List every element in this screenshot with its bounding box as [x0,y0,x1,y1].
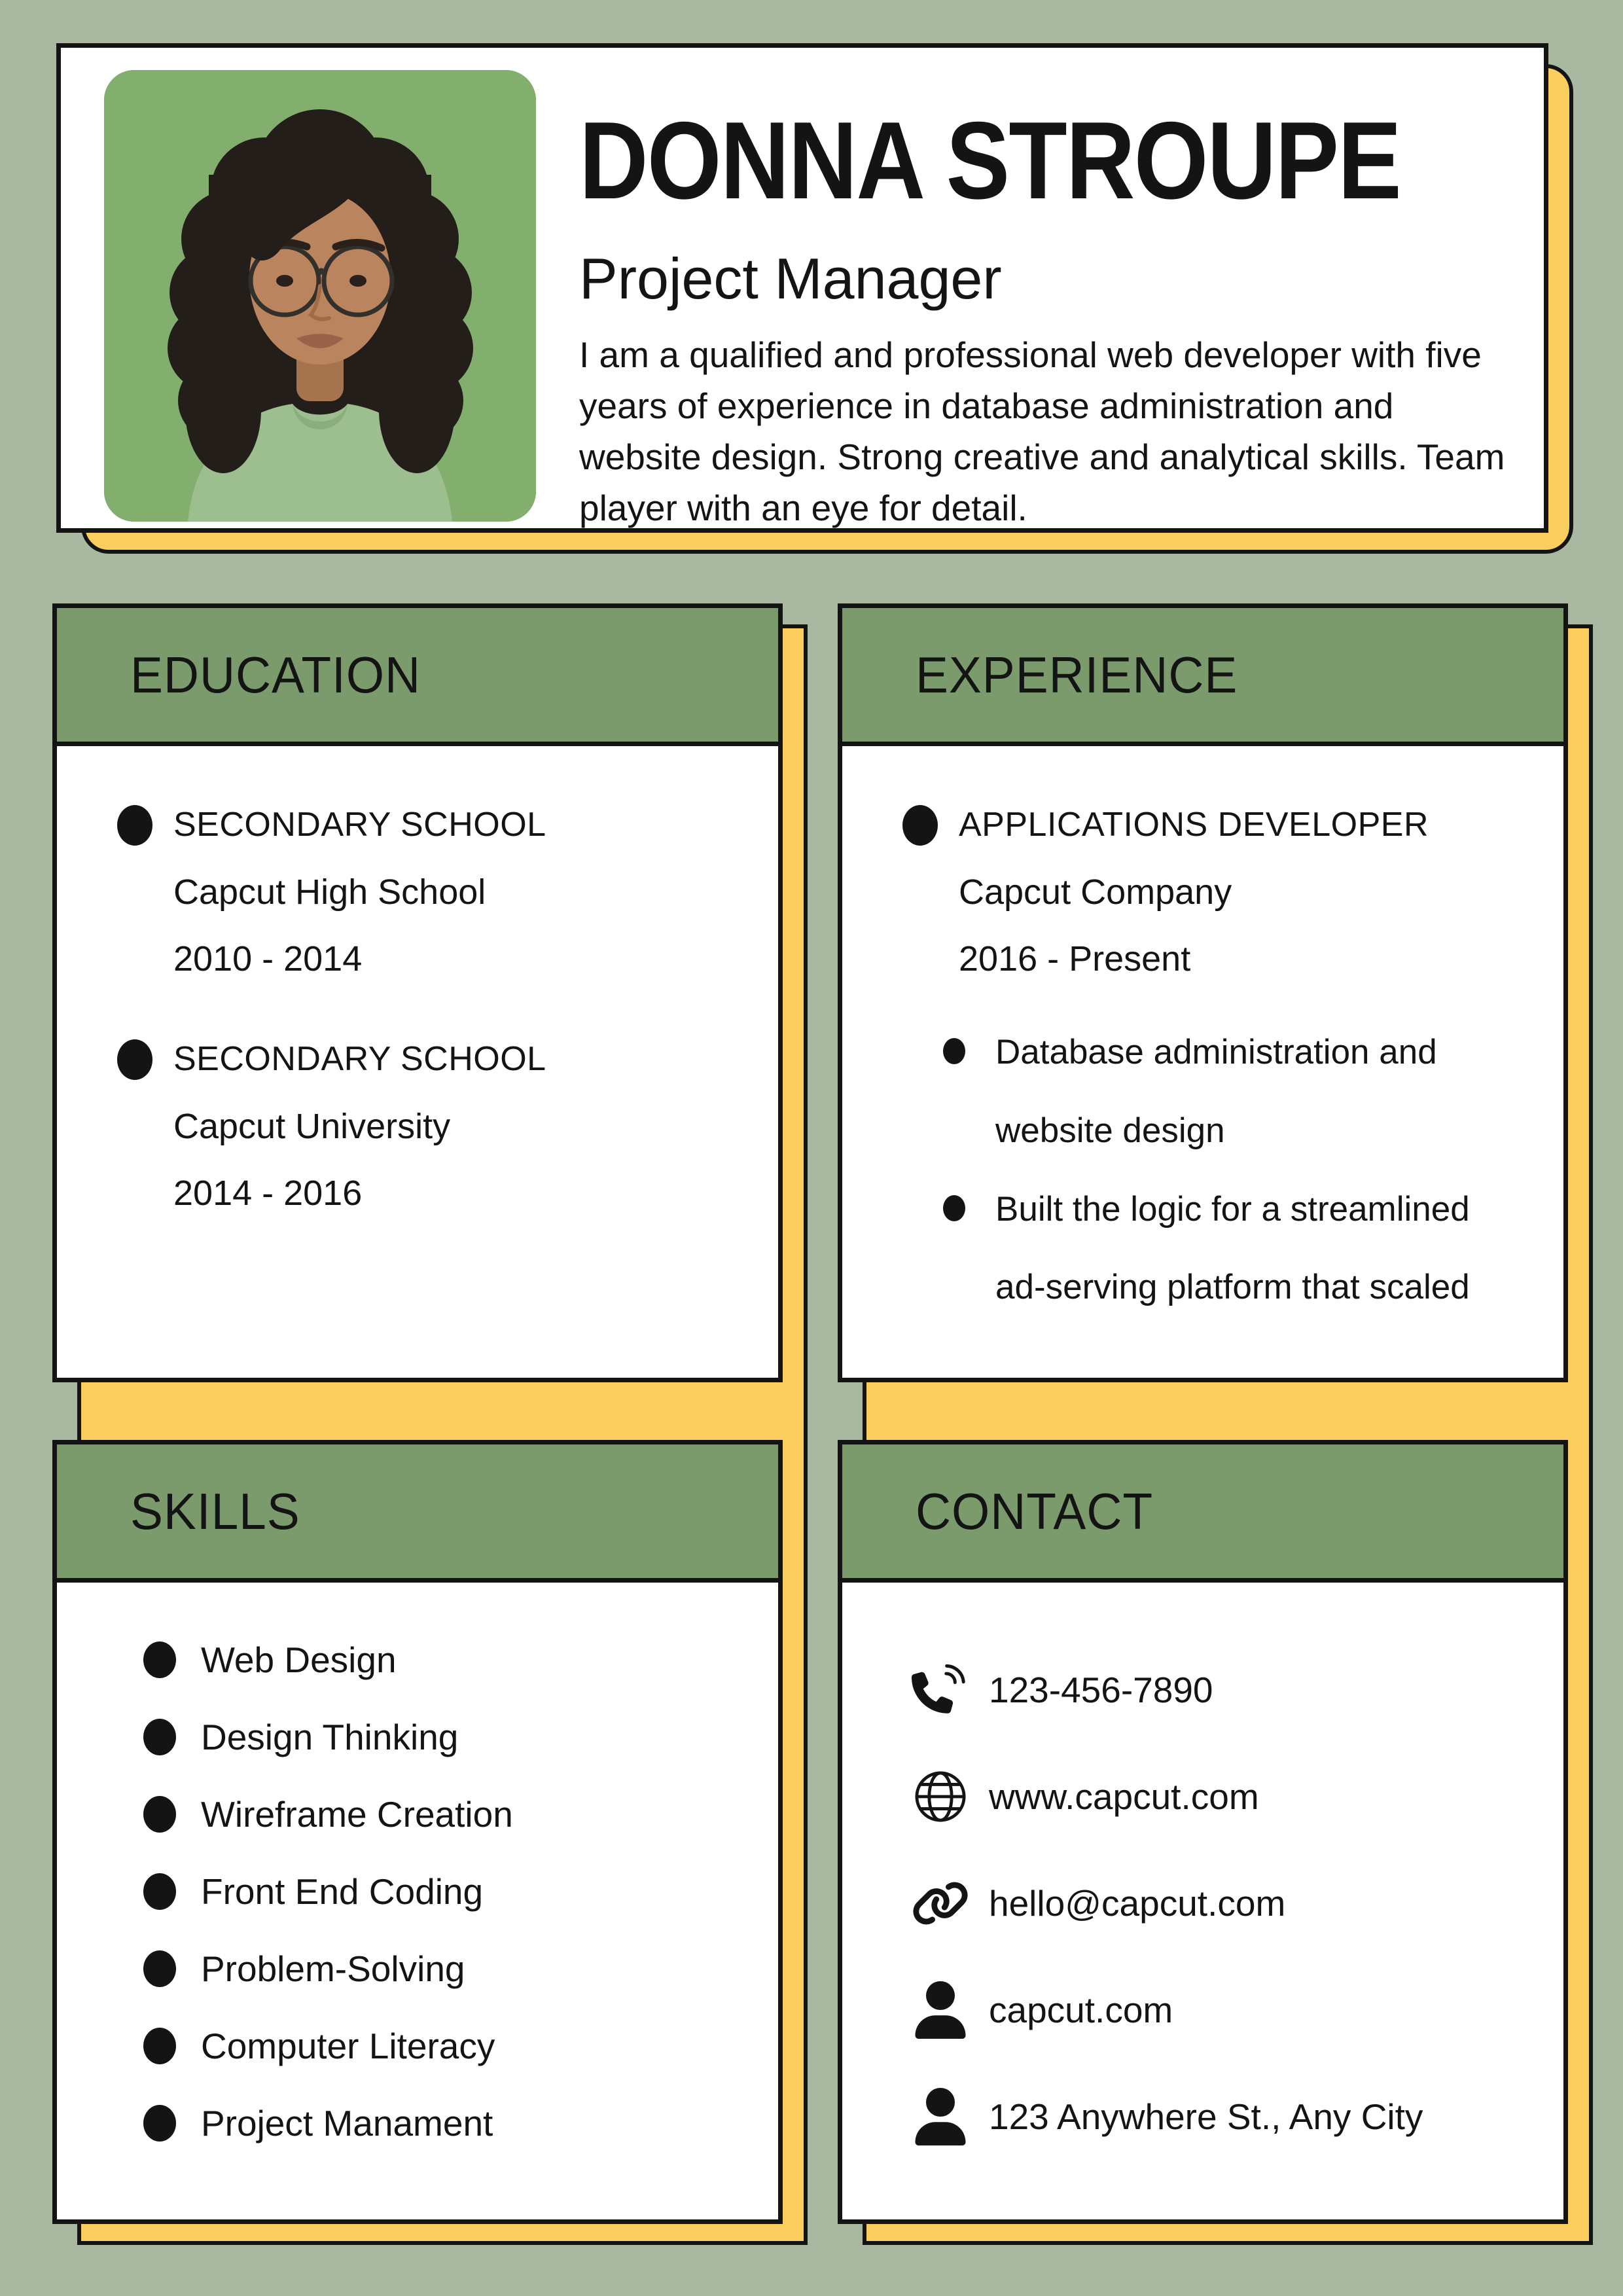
experience-body [838,746,1568,1382]
experience-header [838,603,1568,746]
education-item [117,805,752,979]
email-address: hello@capcut.com [989,1883,1286,1924]
education-dates: 2010 - 2014 [173,939,363,978]
bullet-icon [143,1950,176,1987]
job-title: Project Manager [579,246,1002,311]
contact-item-email [912,1872,1544,1935]
education-school: Capcut University [173,1107,451,1146]
contact-item-address [912,2085,1544,2148]
skill-label: Web Design [201,1640,397,1680]
person-icon [912,2088,969,2145]
person-name: DONNA STROUPE [579,99,1401,222]
experience-duty-text: Built the logic for a streamlined ad-serving platform that scaled [995,1189,1470,1307]
phone-icon [912,1661,969,1719]
contact-item-website [912,1765,1544,1828]
header-text [579,99,1522,533]
education-body [52,746,783,1382]
education-header [52,603,783,746]
skills-heading-label: SKILLS [130,1482,300,1540]
bullet-icon [143,1873,176,1910]
globe-icon [912,1768,969,1825]
contact-item-profile [912,1979,1544,2041]
experience-duties-list [943,1013,1537,1327]
skill-item [143,1950,752,1987]
experience-company: Capcut Company [959,872,1232,912]
bullet-icon [143,2028,176,2064]
bullet-icon [143,1641,176,1678]
sub-bullet-icon [943,1038,965,1064]
experience-dates: 2016 - Present [959,939,1191,978]
skill-item [143,2105,752,2142]
skill-item [143,1719,752,1755]
experience-heading-label: EXPERIENCE [916,645,1238,704]
experience-duty [943,1170,1537,1327]
contact-body [838,1583,1568,2224]
skill-item [143,1641,752,1678]
education-degree: SECONDARY SCHOOL [173,1040,546,1078]
experience-duty-text: Database administration and website design [995,1033,1437,1150]
bullet-icon [902,805,938,846]
bullet-icon [143,1796,176,1833]
skills-header [52,1440,783,1583]
person-icon [912,1981,969,2039]
street-address: 123 Anywhere St., Any City [989,2096,1423,2137]
bullet-icon [143,2105,176,2142]
skill-item [143,1796,752,1833]
skill-item [143,2028,752,2064]
profile-url: capcut.com [989,1990,1173,2030]
website-url: www.capcut.com [989,1776,1259,1817]
education-heading-label: EDUCATION [130,645,421,704]
contact-header [838,1440,1568,1583]
bullet-icon [117,1039,152,1080]
contact-heading-label: CONTACT [916,1482,1154,1540]
profile-summary: I am a qualified and professional web developer with five years of experience in database administration and website design. Strong creative and analytical skills. Team player with an eye for detail. [579,334,1505,529]
sub-bullet-icon [943,1195,965,1221]
bullet-icon [143,1719,176,1755]
skills-body [52,1583,783,2224]
experience-duty [943,1013,1537,1170]
education-degree: SECONDARY SCHOOL [173,806,546,844]
profile-photo-illustration [104,70,536,522]
skill-label: Computer Literacy [201,2026,495,2066]
bullet-icon [117,805,152,846]
contact-item-phone [912,1659,1544,1721]
phone-number: 123-456-7890 [989,1670,1213,1710]
education-school: Capcut High School [173,872,486,912]
experience-item [902,805,1537,979]
skill-label: Project Manament [201,2103,493,2144]
skill-label: Problem-Solving [201,1948,465,1989]
header-card [56,43,1548,533]
education-dates: 2014 - 2016 [173,1174,363,1213]
skill-label: Front End Coding [201,1871,484,1912]
skill-item [143,1873,752,1910]
link-icon [912,1874,969,1932]
profile-photo [104,70,536,522]
skill-label: Wireframe Creation [201,1794,513,1835]
skill-label: Design Thinking [201,1717,459,1757]
experience-role: APPLICATIONS DEVELOPER [959,806,1429,844]
education-item [117,1039,752,1213]
